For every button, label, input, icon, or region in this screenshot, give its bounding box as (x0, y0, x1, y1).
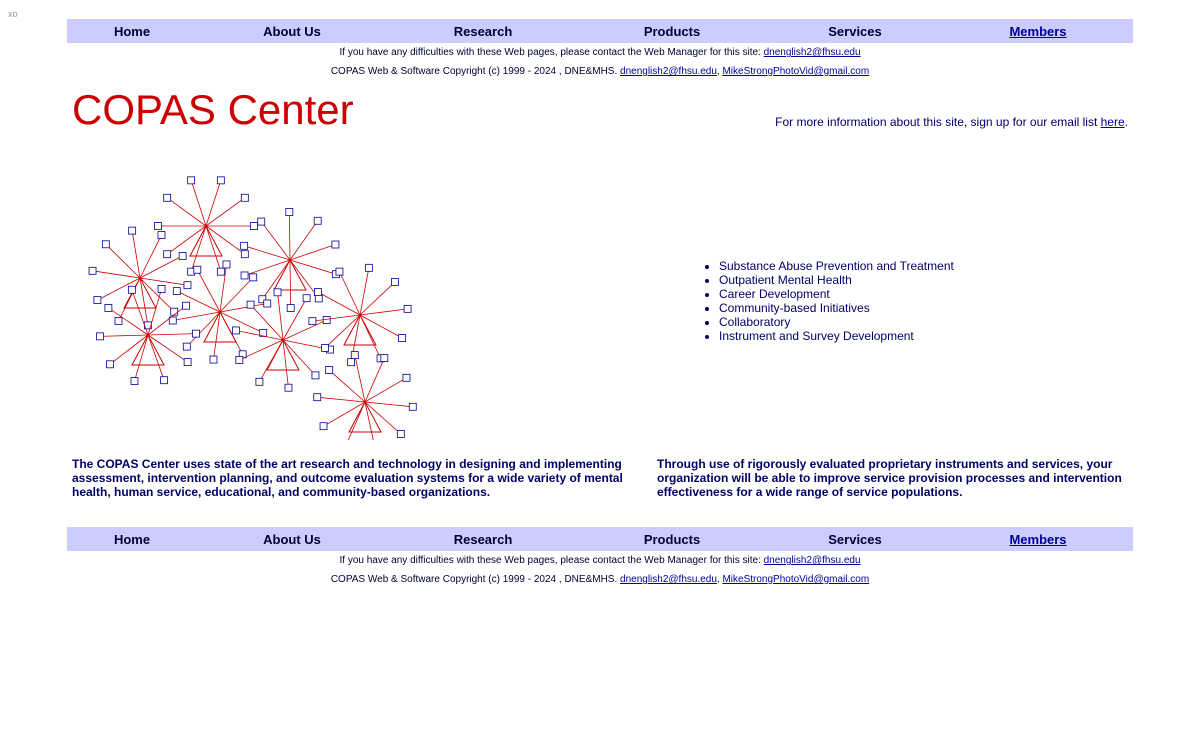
copyright-email-link-1[interactable]: dnenglish2@fhsu.edu (620, 66, 717, 77)
network-node (314, 394, 321, 401)
network-spoke (365, 402, 375, 440)
description-left: The COPAS Center uses state of the art research and technology in designing and implementing assessment, intervention planning, and outcome evaluation systems for a wide variety of mental health, human service, educational, and community-based organizations. (72, 457, 623, 499)
network-spoke (167, 226, 206, 254)
network-spoke (283, 320, 327, 340)
network-node (192, 330, 199, 337)
network-node (365, 264, 372, 271)
network-node (322, 344, 329, 351)
contact-email-link[interactable]: dnenglish2@fhsu.edu (763, 47, 861, 58)
network-node (286, 209, 293, 216)
signup-link[interactable]: here (1100, 115, 1125, 129)
nav-home[interactable]: Home (113, 531, 151, 547)
copyright-email-link-2[interactable]: MikeStrongPhotoVid@gmail.com (722, 66, 870, 77)
network-node (320, 423, 327, 430)
network-node (188, 177, 195, 184)
network-node (161, 377, 168, 384)
network-spoke (365, 358, 384, 402)
network-spoke (329, 370, 365, 402)
network-node (256, 378, 263, 385)
copyright-email-link-2[interactable]: MikeStrongPhotoVid@gmail.com (722, 574, 870, 585)
network-spoke (365, 378, 406, 402)
network-spoke (197, 270, 220, 312)
network-spoke (140, 256, 183, 278)
network-node (210, 356, 217, 363)
network-spoke (312, 315, 360, 321)
network-triangle (132, 335, 164, 365)
network-node (403, 374, 410, 381)
network-node (179, 252, 186, 259)
network-spoke (167, 198, 206, 226)
copyright-text: COPAS Web & Software Copyright (c) 1999 - 2024 , DNE&MHS. (330, 66, 618, 77)
network-node (264, 300, 271, 307)
network-spoke (339, 272, 360, 315)
corner-mark: xo (8, 9, 18, 19)
network-node (351, 352, 358, 359)
contact-note (67, 555, 1133, 566)
network-spoke (317, 397, 365, 402)
network-node (194, 266, 201, 273)
network-node (184, 282, 191, 289)
network-spoke (100, 335, 148, 336)
network-spoke (206, 198, 245, 226)
network-spoke (244, 246, 290, 260)
network-spoke (283, 298, 307, 340)
contact-text: If you have any difficulties with these Web pages, please contact the Web Manager for this site: (339, 555, 761, 566)
copyright-text: COPAS Web & Software Copyright (c) 1999 - 2024 , DNE&MHS. (330, 574, 618, 585)
network-node (115, 317, 122, 324)
nav-home[interactable]: Home (113, 23, 151, 39)
nav-products[interactable]: Products (643, 23, 701, 39)
nav-research[interactable]: Research (453, 23, 513, 39)
network-spoke (148, 334, 196, 335)
page-title: COPAS Center (72, 86, 354, 133)
network-node (241, 242, 248, 249)
service-item: • Career Development (719, 287, 954, 301)
network-node (232, 327, 239, 334)
network-node (184, 359, 191, 366)
network-node (97, 333, 104, 340)
network-node (241, 194, 248, 201)
network-node (217, 177, 224, 184)
network-spoke (355, 355, 365, 402)
network-spoke (261, 222, 290, 260)
network-spoke (110, 335, 148, 364)
service-item: • Community-based Initiatives (719, 301, 954, 315)
service-item: • Substance Abuse Prevention and Treatment (719, 259, 954, 273)
service-item: • Instrument and Survey Development (719, 329, 954, 343)
network-node (155, 223, 162, 230)
network-node (251, 223, 258, 230)
network-spoke (148, 335, 164, 380)
top-nav (67, 19, 1133, 43)
signup-text: For more information about this site, sign up for our email list (775, 115, 1098, 129)
nav-products[interactable]: Products (643, 531, 701, 547)
network-node (89, 267, 96, 274)
network-node (171, 308, 178, 315)
network-node (399, 335, 406, 342)
copyright-note: COPAS Web & Software Copyright (c) 1999 - 2024 , DNE&MHS. dnenglish2@fhsu.edu, MikeStrongPhotoVid@gmail.com (330, 66, 870, 77)
network-node (94, 297, 101, 304)
contact-text: If you have any difficulties with these Web pages, please contact the Web Manager for this site: (339, 47, 761, 58)
network-node (241, 272, 248, 279)
network-node (397, 430, 404, 437)
network-node (404, 305, 411, 312)
network-node (102, 241, 109, 248)
network-spoke (140, 235, 161, 278)
services-list (703, 259, 954, 343)
network-node (158, 232, 165, 239)
nav-about-us[interactable]: About Us (263, 531, 321, 547)
network-node (173, 288, 180, 295)
contact-email-link[interactable]: dnenglish2@fhsu.edu (763, 555, 861, 566)
network-node (236, 356, 243, 363)
copyright-note: COPAS Web & Software Copyright (c) 1999 - 2024 , DNE&MHS. dnenglish2@fhsu.edu, MikeStrongPhotoVid@gmail.com (330, 574, 870, 585)
network-spoke (191, 180, 206, 226)
network-spoke (134, 335, 148, 381)
network-diagram-graphic (80, 165, 440, 440)
network-node (381, 355, 388, 362)
service-item: • Collaboratory (719, 315, 954, 329)
network-node (391, 279, 398, 286)
network-node (247, 301, 254, 308)
network-node (223, 261, 230, 268)
network-node (326, 367, 333, 374)
network-spoke (148, 306, 186, 335)
network-node (106, 361, 113, 368)
nav-members[interactable]: Members (1009, 531, 1067, 547)
network-triangle (190, 226, 222, 256)
network-spoke (290, 245, 335, 260)
network-node (309, 318, 316, 325)
network-node (164, 194, 171, 201)
network-node (315, 295, 322, 302)
network-node (164, 251, 171, 258)
copyright-email-link-1[interactable]: dnenglish2@fhsu.edu (620, 574, 717, 585)
network-node (129, 227, 136, 234)
network-node (274, 289, 281, 296)
network-node (323, 317, 330, 324)
network-node (241, 251, 248, 258)
network-triangle (344, 315, 376, 345)
network-node (131, 378, 138, 385)
network-node (314, 217, 321, 224)
network-node (336, 268, 343, 275)
network-node (303, 295, 310, 302)
network-node (217, 268, 224, 275)
network-spoke (283, 340, 288, 388)
nav-members[interactable]: Members (1009, 23, 1067, 39)
network-spoke (93, 271, 140, 278)
bottom-nav (67, 527, 1133, 551)
network-spoke (148, 335, 188, 362)
network-spoke (365, 402, 401, 434)
network-spoke (140, 278, 187, 285)
nav-services[interactable]: Services (828, 23, 882, 39)
network-node (250, 274, 257, 281)
network-spoke (119, 278, 140, 321)
nav-research[interactable]: Research (453, 531, 513, 547)
network-node (105, 304, 112, 311)
network-spoke (278, 292, 283, 340)
nav-about-us[interactable]: About Us (263, 23, 321, 39)
network-node (332, 241, 339, 248)
network-spoke (365, 402, 413, 407)
network-spoke (360, 315, 381, 358)
network-spoke (259, 340, 283, 382)
nav-services[interactable]: Services (828, 531, 882, 547)
network-node (348, 359, 355, 366)
description-right: Through use of rigorously evaluated proprietary instruments and services, your organization will be able to improve service provision processes and intervention effectiveness for a wide range of service populations. (657, 457, 1122, 499)
network-node (287, 304, 294, 311)
network-spoke (318, 292, 360, 315)
network-node (285, 384, 292, 391)
contact-note (67, 47, 1133, 58)
network-spoke (290, 260, 291, 308)
service-item: • Outpatient Mental Health (719, 273, 954, 287)
network-spoke (289, 212, 290, 260)
network-node (312, 372, 319, 379)
network-triangle (267, 340, 299, 370)
network-spoke (206, 226, 245, 254)
network-spoke (108, 308, 148, 335)
network-node (183, 343, 190, 350)
network-node (409, 403, 416, 410)
network-node (158, 285, 165, 292)
network-node (128, 286, 135, 293)
network-node (183, 302, 190, 309)
network-spoke (206, 180, 221, 226)
network-spoke (239, 340, 283, 360)
network-node (314, 288, 321, 295)
network-spoke (290, 221, 318, 260)
network-spoke (360, 309, 408, 315)
network-triangle (204, 312, 236, 342)
signup-note: For more information about this site, sign up for our email list here. (775, 115, 1128, 129)
network-node (258, 218, 265, 225)
network-spoke (220, 312, 263, 333)
